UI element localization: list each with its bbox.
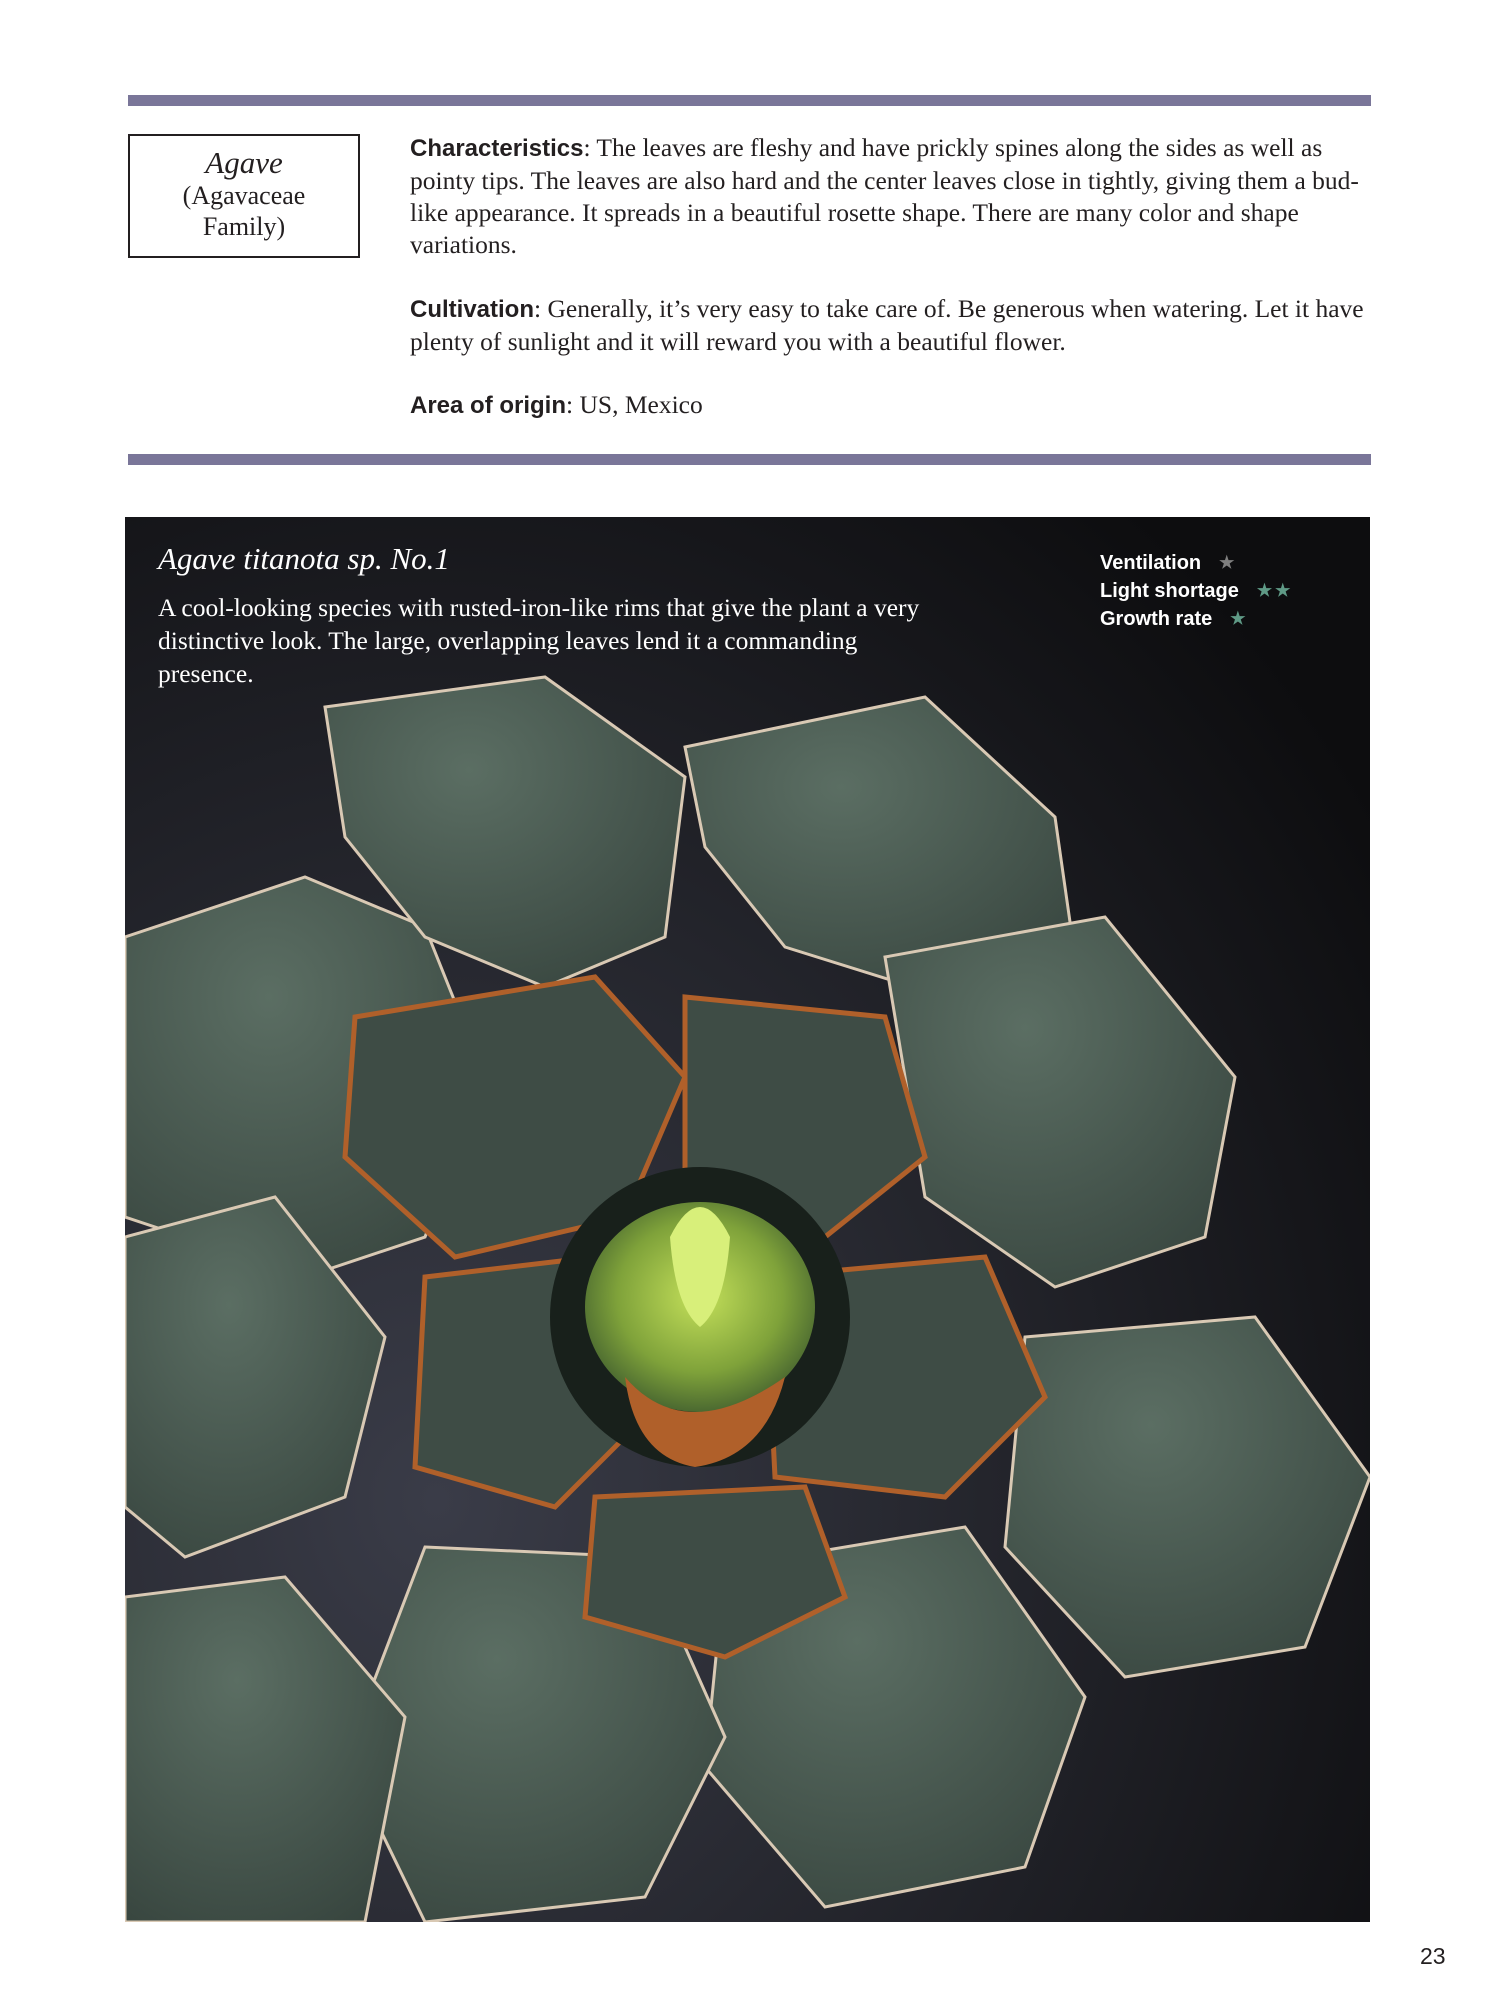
care-ratings — [1100, 549, 1293, 633]
characteristics-paragraph — [410, 132, 1370, 261]
bottom-divider-rule — [128, 454, 1371, 465]
page-number: 23 — [1420, 1943, 1446, 1969]
top-divider-rule — [128, 95, 1371, 106]
area-of-origin-text: : US, Mexico — [566, 390, 703, 419]
agave-rosette-illustration — [125, 517, 1370, 1922]
rating-label: Light shortage — [1100, 580, 1239, 602]
characteristics-text: : The leaves are fleshy and have prickly spines along the sides as well as pointy tips. The leaves are also hard and the center leaves close in tightly, giving them a bud-like appearance. It spreads in a beautiful rosette shape. There are many color and shape variations. — [410, 133, 1359, 259]
genus-name: Agave — [205, 145, 283, 180]
rating-label: Ventilation — [1100, 552, 1202, 574]
species-description: A cool-looking species with rusted-iron-like rims that give the plant a very distinctive look. The large, overlapping leaves lend it a commanding presence. — [158, 593, 920, 688]
area-of-origin-label: Area of origin — [410, 392, 567, 419]
characteristics-label: Characteristics — [410, 135, 584, 162]
agave-photo — [125, 517, 1370, 1922]
star-icon: ★ — [1219, 553, 1238, 572]
rating-light-shortage — [1100, 577, 1293, 605]
rating-growth-rate — [1100, 605, 1293, 633]
star-icon: ★★ — [1256, 581, 1294, 600]
rating-label: Growth rate — [1100, 608, 1213, 630]
species-title: Agave titanota sp. No.1 — [158, 541, 450, 576]
star-icon: ★ — [1230, 609, 1249, 628]
genus-family-box — [128, 134, 360, 258]
area-of-origin-paragraph — [410, 389, 1370, 422]
family-line-1: (Agavaceae — [182, 181, 306, 210]
rating-ventilation — [1100, 549, 1293, 577]
cultivation-paragraph — [410, 293, 1370, 358]
cultivation-label: Cultivation — [410, 296, 534, 323]
cultivation-text: : Generally, it’s very easy to take care of. Be generous when watering. Let it have plenty of sunlight and it will reward you with a beautiful flower. — [410, 294, 1364, 356]
family-line-2: Family) — [202, 212, 286, 241]
